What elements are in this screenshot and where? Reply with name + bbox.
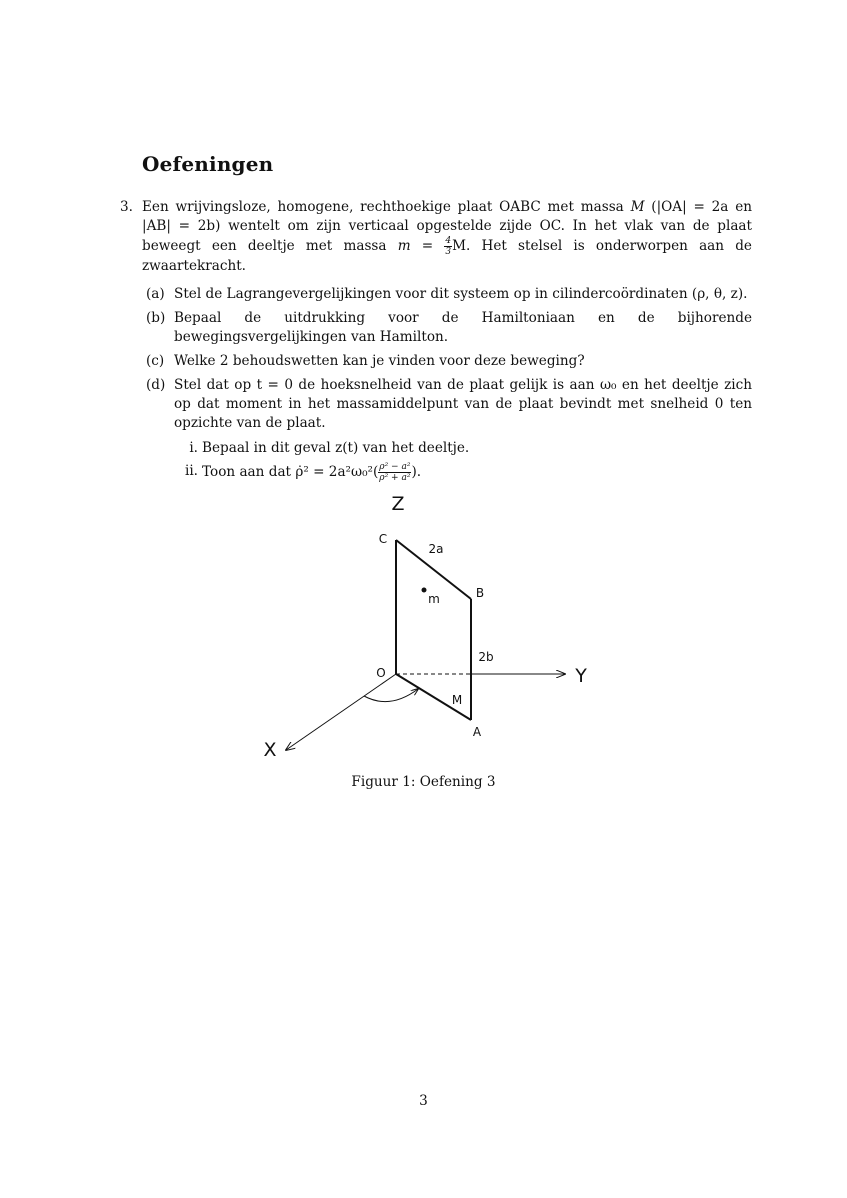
subpart-label: ii. (184, 463, 198, 479)
subpart-i (189, 439, 752, 458)
part-text: Stel dat op t = 0 de hoeksnelheid van de plaat gelijk is aan ω₀ en het deeltje zich op dat moment in het massamiddelpunt van de plaat bevindt met snelheid 0 ten opzichte van de plaat. (174, 377, 752, 431)
point-b-label: B (475, 586, 485, 600)
subpart-fraction-numerator: ρ² − a² (379, 462, 411, 472)
label-2a: 2a (428, 542, 444, 556)
part-text: Welke 2 behoudswetten kan je vinden voor deze beweging? (174, 353, 585, 369)
axis-x-label: X (263, 739, 277, 761)
part-label: (c) (146, 353, 165, 369)
subparts (174, 439, 752, 483)
exercise-intro (142, 198, 752, 276)
part-text: Stel de Lagrangevergelijkingen voor dit systeem op in cilindercoördinaten (ρ, θ, z). (174, 286, 748, 302)
part-label: (d) (146, 377, 166, 393)
page-number: 3 (419, 1093, 428, 1109)
intro-fraction-numerator: 4 (445, 236, 452, 246)
part-a (146, 285, 752, 304)
axis-z-label: Z (391, 493, 405, 515)
figure-caption: Figuur 1: Oefening 3 (351, 774, 496, 790)
intro-fraction-denominator: 3 (445, 247, 452, 257)
subpart-text-before: Toon aan dat ρ̇² = 2a²ω₀²( (202, 464, 379, 480)
exercise-parts (120, 285, 752, 483)
part-label: (a) (146, 286, 165, 302)
subpart-fraction-denominator: ρ² + a² (379, 473, 411, 483)
intro-mass-symbol: M (630, 199, 645, 215)
section-title: Oefeningen (142, 152, 274, 176)
exercise-number: 3. (120, 199, 133, 215)
part-label: (b) (146, 310, 166, 326)
part-text: Bepaal de uitdrukking voor de Hamiltoniaan en de bijhorende bewegingsvergelijkingen van Hamilton. (174, 310, 752, 345)
subpart-text-after: ). (411, 464, 422, 480)
label-2b: 2b (478, 650, 494, 664)
plate-figure (250, 488, 610, 773)
axis-y-label: Y (575, 665, 587, 687)
intro-text-3: M. Het stelsel is onderworpen aan de zwaartekracht. (142, 238, 752, 274)
intro-text-1: Een wrijvingsloze, homogene, rechthoekige plaat OABC met massa (142, 199, 631, 215)
point-o-label: O (376, 666, 386, 680)
subpart-ii (184, 462, 752, 483)
subpart-fraction (378, 462, 411, 483)
point-c-label: C (378, 532, 388, 546)
x-axis-line (286, 674, 396, 750)
plate-mass-label: M (451, 693, 463, 707)
part-b (146, 309, 752, 347)
part-c (146, 352, 752, 371)
intro-particle-mass: m = (397, 238, 445, 254)
exercise-3 (120, 198, 752, 488)
particle-dot (422, 588, 427, 593)
subpart-label: i. (189, 440, 198, 456)
point-a-label: A (472, 725, 482, 739)
particle-label: m (428, 592, 440, 606)
subpart-text: Bepaal in dit geval z(t) van het deeltje. (202, 440, 470, 456)
intro-text-2: (|OA| = 2a en |AB| = 2b) wentelt om zijn verticaal opgestelde zijde OC. In het vlak van de plaat beweegt een deeltje met massa (142, 199, 752, 254)
part-d (146, 376, 752, 483)
intro-fraction (444, 236, 452, 257)
